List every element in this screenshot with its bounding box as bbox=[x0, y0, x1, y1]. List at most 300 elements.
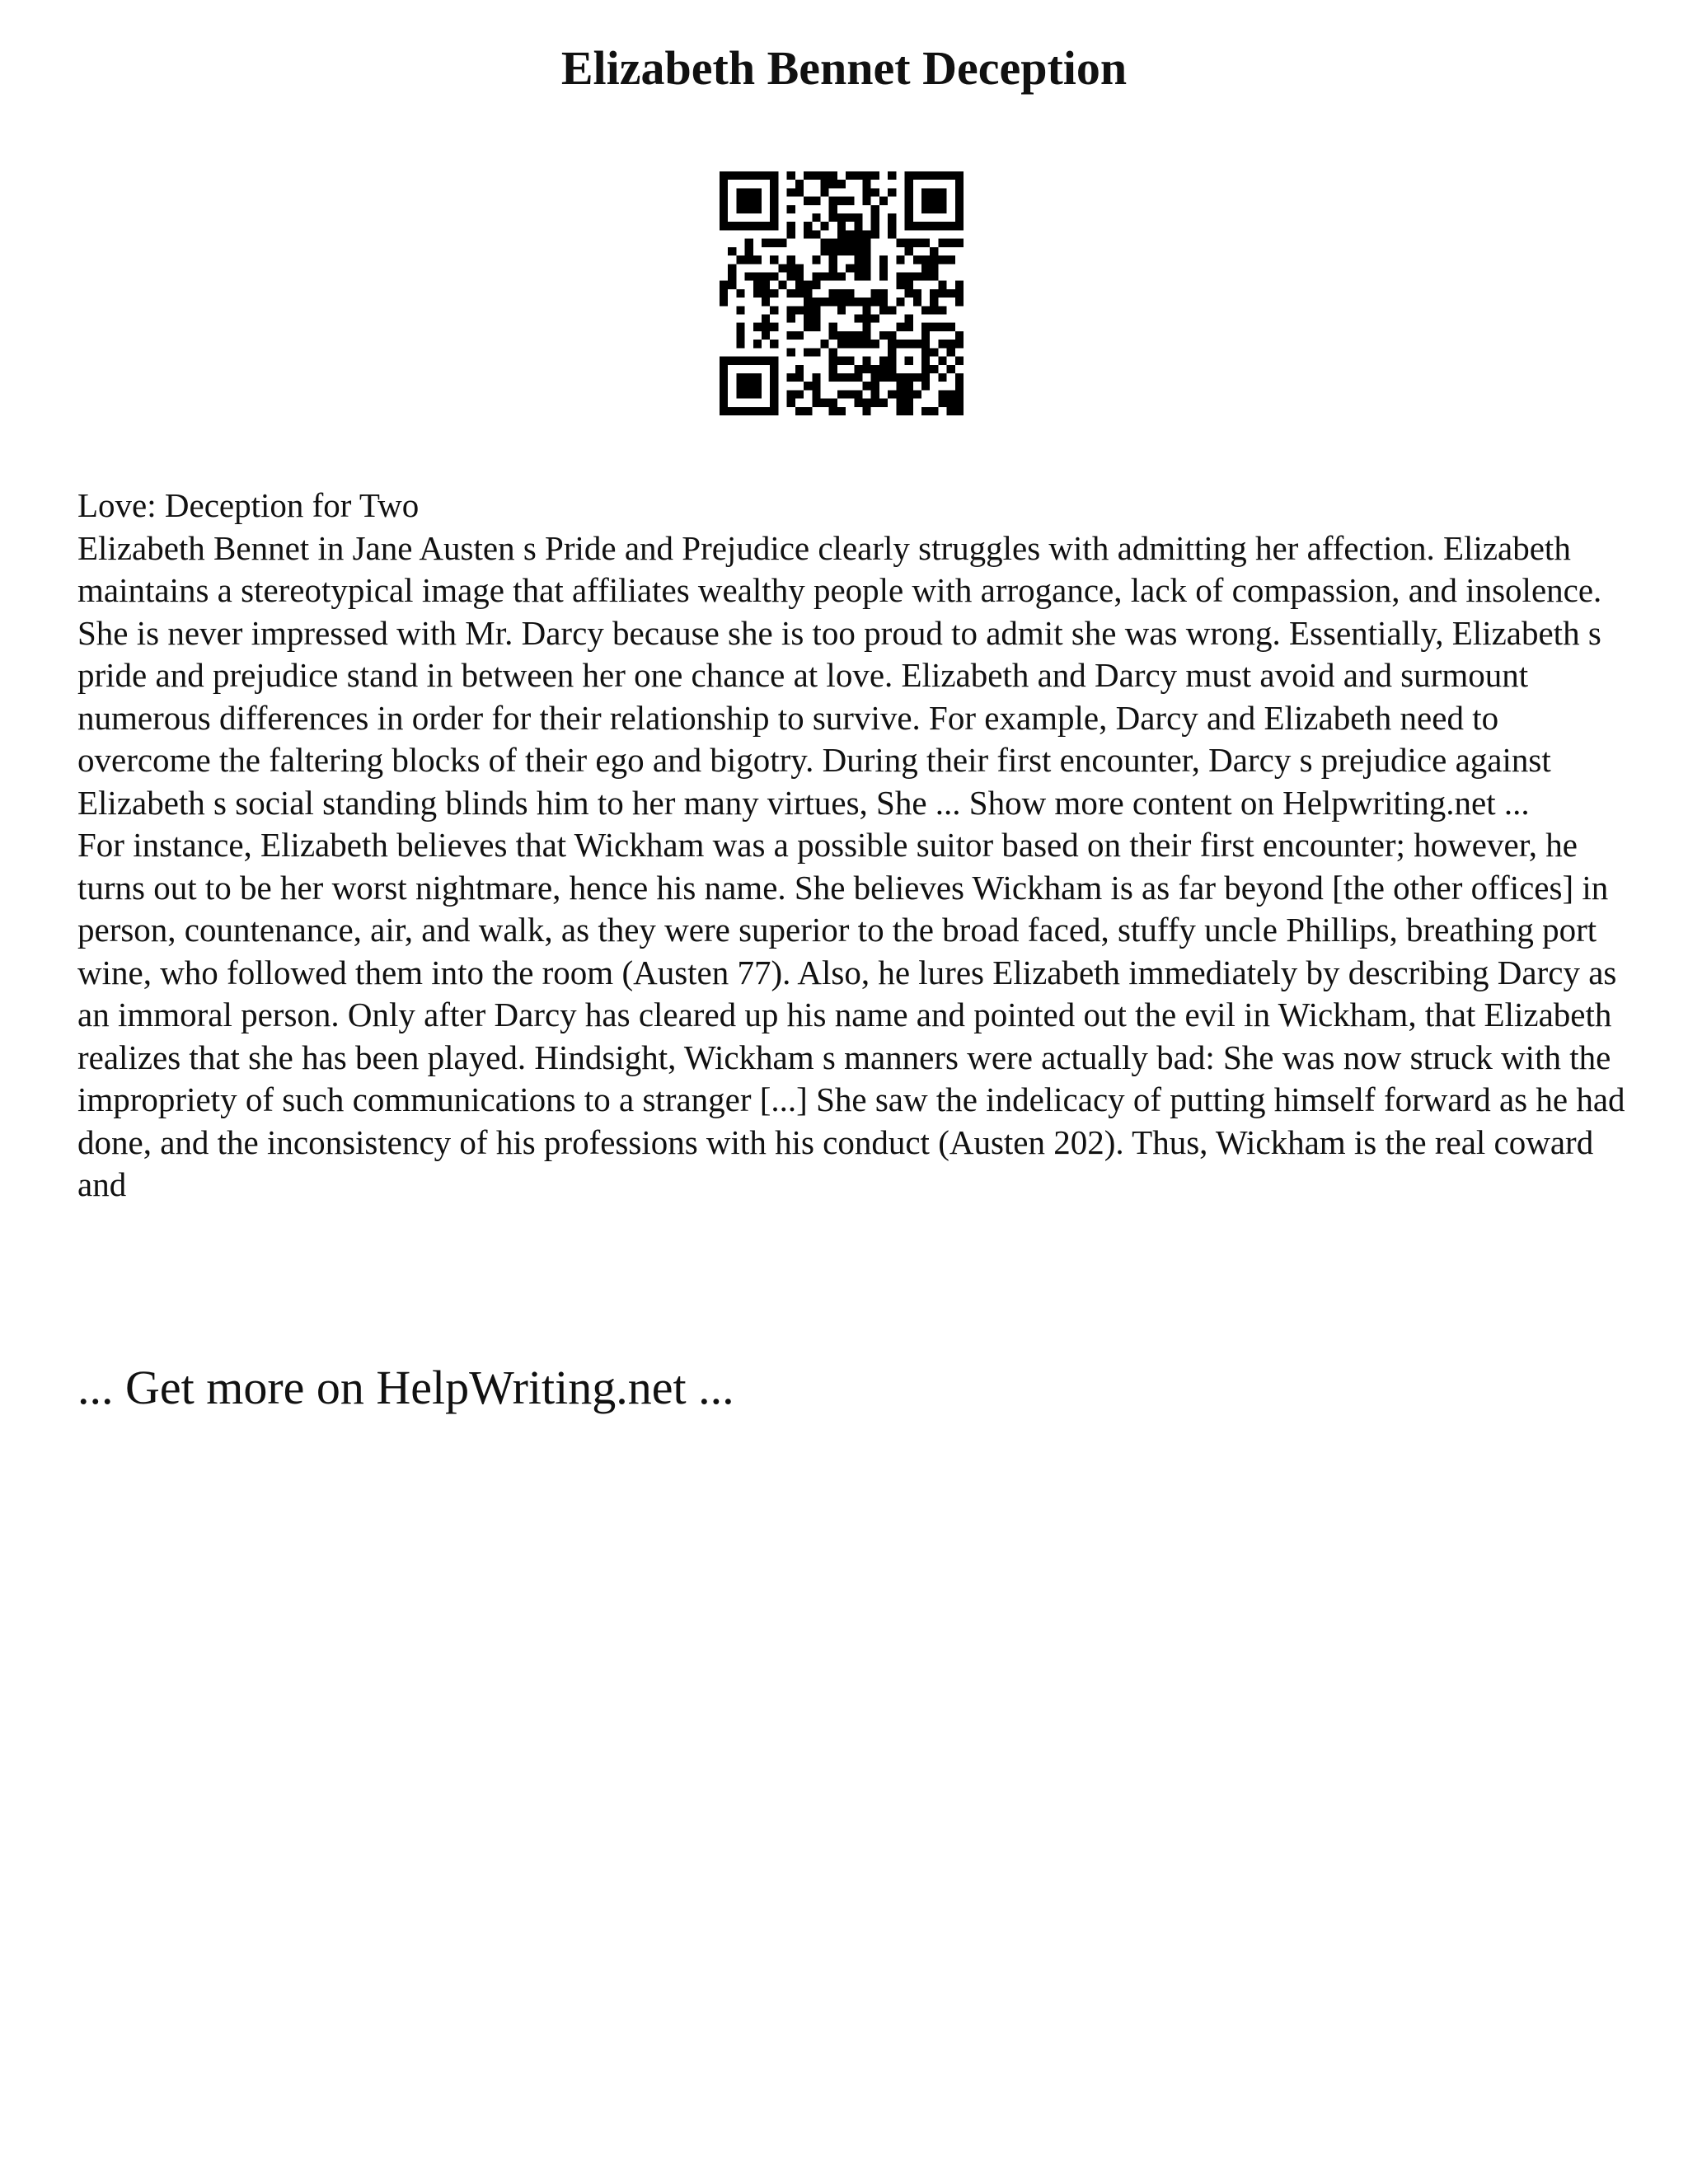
qr-module bbox=[879, 365, 888, 373]
qr-module bbox=[829, 264, 837, 272]
qr-module bbox=[947, 365, 955, 373]
qr-module bbox=[930, 289, 938, 298]
qr-module bbox=[829, 180, 837, 188]
qr-module bbox=[955, 331, 964, 340]
qr-module bbox=[938, 390, 946, 398]
qr-module bbox=[896, 399, 904, 407]
qr-module bbox=[905, 205, 913, 213]
qr-module bbox=[745, 239, 753, 247]
qr-module bbox=[812, 171, 820, 180]
qr-module bbox=[736, 331, 744, 340]
qr-module bbox=[854, 315, 862, 323]
qr-module bbox=[905, 197, 913, 205]
qr-module bbox=[736, 373, 744, 382]
qr-module bbox=[837, 230, 846, 238]
qr-module bbox=[888, 365, 896, 373]
qr-module bbox=[837, 331, 846, 340]
qr-module bbox=[762, 222, 770, 230]
qr-module bbox=[905, 247, 913, 255]
qr-module bbox=[770, 390, 778, 398]
qr-module bbox=[905, 315, 913, 323]
qr-module bbox=[863, 239, 871, 247]
qr-module bbox=[812, 390, 820, 398]
qr-module bbox=[753, 255, 762, 264]
qr-module bbox=[829, 399, 837, 407]
qr-module bbox=[829, 239, 837, 247]
qr-module bbox=[879, 197, 888, 205]
qr-module bbox=[846, 390, 854, 398]
qr-module bbox=[871, 373, 879, 382]
qr-module bbox=[736, 188, 744, 196]
qr-module bbox=[745, 272, 753, 280]
qr-module bbox=[905, 213, 913, 222]
qr-module bbox=[921, 264, 930, 272]
qr-module bbox=[955, 188, 964, 196]
qr-module bbox=[745, 205, 753, 213]
qr-module bbox=[863, 382, 871, 390]
qr-module bbox=[787, 272, 795, 280]
qr-module bbox=[921, 323, 930, 331]
qr-module bbox=[879, 331, 888, 340]
qr-module bbox=[955, 213, 964, 222]
qr-module bbox=[905, 239, 913, 247]
qr-module bbox=[846, 171, 854, 180]
essay-paragraph-2: For instance, Elizabeth believes that Wickham was a possible suitor based on their first encounter; however, he turns out to be her worst nightmare, hence his name. She believes Wickham is as far beyond [the other offices] in person, countenance, air, and walk, as they were superior to the broad faced, stuffy uncle Phillips, breathing port wine, who followed them into the room (Austen 77). Also, he lures Elizabeth immediately by describing Darcy as an immoral person. Only after Darcy has cleared up his name and pointed out the evil in Wickham, that Elizabeth realizes that she has been played. Hindsight, Wickham s manners were actually bad: She was now struck with the impropriety of such communications to a stranger [...] She saw the indelicacy of putting himself forward as he had done, and the inconsistency of his professions with his conduct (Austen 202). Thus, Wickham is the real coward and bbox=[77, 826, 1625, 1203]
qr-module bbox=[947, 340, 955, 348]
qr-module bbox=[955, 357, 964, 365]
qr-module bbox=[720, 222, 728, 230]
qr-module bbox=[930, 323, 938, 331]
qr-module bbox=[787, 315, 795, 323]
qr-module bbox=[854, 239, 862, 247]
qr-module bbox=[871, 230, 879, 238]
qr-module bbox=[812, 255, 820, 264]
qr-module bbox=[829, 357, 837, 365]
qr-module bbox=[863, 407, 871, 415]
qr-module bbox=[955, 298, 964, 306]
qr-module bbox=[846, 239, 854, 247]
qr-module bbox=[720, 213, 728, 222]
qr-module bbox=[745, 357, 753, 365]
qr-module bbox=[846, 197, 854, 205]
qr-module bbox=[820, 399, 828, 407]
qr-module bbox=[846, 331, 854, 340]
qr-module bbox=[804, 407, 812, 415]
qr-module bbox=[770, 373, 778, 382]
qr-module bbox=[762, 315, 770, 323]
qr-module bbox=[938, 399, 946, 407]
qr-module bbox=[879, 373, 888, 382]
qr-module bbox=[921, 365, 930, 373]
qr-module bbox=[728, 171, 736, 180]
qr-module bbox=[955, 239, 964, 247]
qr-module bbox=[955, 289, 964, 298]
qr-module bbox=[812, 373, 820, 382]
qr-module bbox=[812, 348, 820, 356]
qr-module bbox=[804, 323, 812, 331]
qr-module bbox=[938, 340, 946, 348]
qr-module bbox=[879, 306, 888, 314]
qr-module bbox=[955, 205, 964, 213]
qr-module bbox=[720, 373, 728, 382]
qr-module bbox=[829, 255, 837, 264]
qr-module bbox=[863, 306, 871, 314]
qr-module bbox=[921, 205, 930, 213]
qr-module bbox=[837, 357, 846, 365]
qr-module bbox=[795, 390, 804, 398]
qr-module bbox=[804, 289, 812, 298]
qr-module bbox=[846, 340, 854, 348]
qr-module bbox=[896, 390, 904, 398]
qr-module bbox=[863, 180, 871, 188]
qr-module bbox=[753, 357, 762, 365]
qr-module bbox=[930, 188, 938, 196]
qr-module bbox=[863, 298, 871, 306]
qr-module bbox=[938, 205, 946, 213]
qr-module bbox=[846, 357, 854, 365]
qr-module bbox=[753, 188, 762, 196]
qr-module bbox=[913, 289, 921, 298]
qr-module bbox=[820, 188, 828, 196]
qr-module bbox=[921, 306, 930, 314]
qr-module bbox=[854, 230, 862, 238]
qr-module bbox=[930, 247, 938, 255]
qr-module bbox=[871, 298, 879, 306]
qr-module bbox=[863, 357, 871, 365]
qr-module bbox=[837, 239, 846, 247]
qr-module bbox=[854, 298, 862, 306]
qr-module bbox=[930, 264, 938, 272]
qr-module bbox=[871, 205, 879, 213]
qr-module bbox=[879, 399, 888, 407]
qr-module bbox=[871, 188, 879, 196]
qr-module bbox=[820, 222, 828, 230]
qr-module bbox=[736, 407, 744, 415]
qr-module bbox=[787, 188, 795, 196]
essay-paragraph-1: Elizabeth Bennet in Jane Austen s Pride and Prejudice clearly struggles with admitting her affection. Elizabeth maintains a stereotypical image that affiliates wealthy people with arrogance, lack of compassion, and insolence. She is never impressed with Mr. Darcy because she is too proud to admit she was wrong. Essentially, Elizabeth s pride and prejudice stand in between her one chance at love. Elizabeth and Darcy must avoid and surmount numerous differences in order for their relationship to survive. For example, Darcy and Elizabeth need to overcome the faltering blocks of their ego and bigotry. During their first encounter, Darcy s prejudice against Elizabeth s social standing blinds him to her many virtues, She ... Show more content on Helpwriting.net ... bbox=[77, 528, 1602, 822]
qr-module bbox=[804, 306, 812, 314]
qr-module bbox=[770, 382, 778, 390]
qr-module bbox=[736, 171, 744, 180]
qr-module bbox=[905, 407, 913, 415]
qr-module bbox=[770, 171, 778, 180]
qr-module bbox=[753, 272, 762, 280]
qr-module bbox=[930, 306, 938, 314]
qr-module bbox=[888, 213, 896, 222]
qr-module bbox=[770, 205, 778, 213]
qr-module bbox=[795, 373, 804, 382]
qr-module bbox=[837, 390, 846, 398]
qr-module bbox=[812, 323, 820, 331]
qr-module bbox=[762, 298, 770, 306]
qr-module bbox=[804, 298, 812, 306]
qr-module bbox=[762, 323, 770, 331]
qr-module bbox=[863, 399, 871, 407]
qr-module bbox=[955, 197, 964, 205]
qr-module bbox=[736, 255, 744, 264]
qr-module bbox=[787, 255, 795, 264]
qr-module bbox=[837, 180, 846, 188]
qr-module bbox=[837, 213, 846, 222]
qr-module bbox=[879, 255, 888, 264]
qr-module bbox=[888, 348, 896, 356]
qr-module bbox=[921, 382, 930, 390]
qr-module bbox=[921, 171, 930, 180]
qr-module bbox=[913, 272, 921, 280]
qr-module bbox=[720, 399, 728, 407]
qr-module bbox=[812, 213, 820, 222]
qr-module bbox=[921, 331, 930, 340]
qr-module bbox=[854, 255, 862, 264]
qr-module bbox=[879, 264, 888, 272]
qr-module bbox=[770, 239, 778, 247]
qr-module bbox=[736, 197, 744, 205]
qr-module bbox=[888, 373, 896, 382]
qr-module bbox=[930, 197, 938, 205]
get-more-link[interactable]: ... Get more on HelpWriting.net ... bbox=[77, 1361, 734, 1414]
qr-module bbox=[888, 188, 896, 196]
qr-module bbox=[736, 357, 744, 365]
qr-module bbox=[921, 357, 930, 365]
qr-module bbox=[938, 188, 946, 196]
qr-module bbox=[871, 340, 879, 348]
qr-module bbox=[930, 272, 938, 280]
qr-module bbox=[829, 323, 837, 331]
qr-module bbox=[930, 171, 938, 180]
qr-module bbox=[762, 239, 770, 247]
qr-module bbox=[913, 390, 921, 398]
qr-module bbox=[829, 247, 837, 255]
qr-module bbox=[863, 255, 871, 264]
qr-module bbox=[896, 298, 904, 306]
qr-module bbox=[745, 390, 753, 398]
qr-module bbox=[905, 180, 913, 188]
qr-module bbox=[728, 264, 736, 272]
qr-module bbox=[728, 281, 736, 289]
qr-module bbox=[787, 171, 795, 180]
qr-module bbox=[854, 272, 862, 280]
qr-module bbox=[947, 390, 955, 398]
qr-module bbox=[720, 357, 728, 365]
qr-module bbox=[921, 348, 930, 356]
qr-module bbox=[728, 357, 736, 365]
qr-module bbox=[745, 171, 753, 180]
qr-module bbox=[863, 315, 871, 323]
qr-module bbox=[955, 399, 964, 407]
qr-module bbox=[837, 289, 846, 298]
qr-module bbox=[938, 323, 946, 331]
qr-module bbox=[770, 197, 778, 205]
qr-module bbox=[871, 365, 879, 373]
qr-module bbox=[905, 272, 913, 280]
qr-module bbox=[947, 348, 955, 356]
qr-module bbox=[820, 239, 828, 247]
qr-module bbox=[753, 171, 762, 180]
qr-module bbox=[846, 298, 854, 306]
qr-module bbox=[787, 306, 795, 314]
qr-module bbox=[888, 171, 896, 180]
qr-module bbox=[812, 230, 820, 238]
qr-module bbox=[787, 222, 795, 230]
qr-module bbox=[905, 281, 913, 289]
qr-module bbox=[812, 298, 820, 306]
qr-module bbox=[888, 222, 896, 230]
qr-module bbox=[888, 390, 896, 398]
qr-module bbox=[812, 272, 820, 280]
qr-module bbox=[846, 247, 854, 255]
qr-module bbox=[820, 340, 828, 348]
qr-module bbox=[829, 365, 837, 373]
qr-module bbox=[896, 382, 904, 390]
qr-module bbox=[762, 171, 770, 180]
qr-module bbox=[955, 382, 964, 390]
qr-module bbox=[745, 373, 753, 382]
qr-module bbox=[921, 222, 930, 230]
qr-module bbox=[770, 222, 778, 230]
qr-module bbox=[947, 407, 955, 415]
qr-module bbox=[804, 222, 812, 230]
qr-module bbox=[745, 407, 753, 415]
qr-module bbox=[863, 197, 871, 205]
qr-module bbox=[930, 255, 938, 264]
qr-module bbox=[837, 197, 846, 205]
qr-module bbox=[720, 390, 728, 398]
qr-module bbox=[820, 247, 828, 255]
qr-module bbox=[820, 298, 828, 306]
qr-module bbox=[804, 348, 812, 356]
qr-module bbox=[837, 298, 846, 306]
qr-module bbox=[896, 407, 904, 415]
qr-module bbox=[736, 205, 744, 213]
qr-module bbox=[728, 407, 736, 415]
qr-module bbox=[938, 373, 946, 382]
qr-module bbox=[720, 407, 728, 415]
qr-module bbox=[837, 306, 846, 314]
qr-module bbox=[795, 289, 804, 298]
qr-module bbox=[736, 222, 744, 230]
qr-module bbox=[753, 323, 762, 331]
qr-module bbox=[947, 289, 955, 298]
qr-module bbox=[854, 365, 862, 373]
qr-module bbox=[728, 222, 736, 230]
qr-module bbox=[753, 205, 762, 213]
qr-module bbox=[905, 340, 913, 348]
qr-module bbox=[829, 213, 837, 222]
qr-module bbox=[938, 171, 946, 180]
qr-module bbox=[829, 373, 837, 382]
qr-module bbox=[871, 222, 879, 230]
qr-module bbox=[837, 373, 846, 382]
qr-module bbox=[896, 239, 904, 247]
qr-module bbox=[720, 205, 728, 213]
qr-module bbox=[762, 357, 770, 365]
qr-module bbox=[829, 272, 837, 280]
qr-module bbox=[804, 197, 812, 205]
qr-module bbox=[846, 264, 854, 272]
qr-module bbox=[888, 357, 896, 365]
qr-module bbox=[778, 239, 786, 247]
qr-module bbox=[913, 373, 921, 382]
qr-module bbox=[837, 407, 846, 415]
qr-module bbox=[863, 331, 871, 340]
qr-module bbox=[888, 331, 896, 340]
qr-module bbox=[770, 340, 778, 348]
qr-module bbox=[955, 407, 964, 415]
qr-module bbox=[913, 340, 921, 348]
qr-module bbox=[720, 289, 728, 298]
qr-module bbox=[829, 205, 837, 213]
essay-body bbox=[77, 485, 1627, 1207]
qr-module bbox=[947, 222, 955, 230]
qr-module bbox=[871, 382, 879, 390]
qr-module bbox=[930, 365, 938, 373]
qr-module bbox=[770, 188, 778, 196]
qr-module bbox=[879, 357, 888, 365]
qr-module bbox=[787, 264, 795, 272]
qr-module bbox=[762, 281, 770, 289]
qr-module bbox=[846, 230, 854, 238]
qr-module bbox=[947, 171, 955, 180]
qr-module bbox=[720, 281, 728, 289]
qr-module bbox=[905, 323, 913, 331]
qr-module bbox=[795, 180, 804, 188]
qr-module bbox=[829, 298, 837, 306]
qr-module bbox=[770, 255, 778, 264]
qr-module bbox=[930, 205, 938, 213]
qr-module bbox=[871, 390, 879, 398]
qr-module bbox=[770, 407, 778, 415]
qr-module bbox=[947, 323, 955, 331]
qr-module bbox=[787, 348, 795, 356]
qr-module bbox=[795, 264, 804, 272]
qr-module bbox=[745, 382, 753, 390]
qr-module bbox=[888, 230, 896, 238]
qr-module bbox=[728, 247, 736, 255]
qr-module bbox=[804, 230, 812, 238]
qr-module bbox=[921, 373, 930, 382]
qr-module bbox=[863, 188, 871, 196]
qr-module bbox=[955, 171, 964, 180]
qr-module bbox=[753, 407, 762, 415]
qr-module bbox=[938, 222, 946, 230]
qr-module bbox=[770, 180, 778, 188]
qr-module bbox=[753, 289, 762, 298]
qr-module bbox=[795, 306, 804, 314]
qr-module bbox=[812, 315, 820, 323]
qr-module bbox=[871, 315, 879, 323]
qr-module bbox=[938, 197, 946, 205]
qr-module bbox=[720, 382, 728, 390]
qr-module bbox=[753, 340, 762, 348]
qr-module bbox=[770, 399, 778, 407]
qr-module bbox=[795, 281, 804, 289]
qr-module bbox=[753, 390, 762, 398]
qr-module bbox=[753, 281, 762, 289]
qr-module bbox=[787, 205, 795, 213]
qr-module bbox=[896, 272, 904, 280]
qr-module bbox=[871, 289, 879, 298]
qr-module bbox=[795, 272, 804, 280]
qr-module bbox=[947, 399, 955, 407]
qr-module bbox=[871, 213, 879, 222]
qr-module bbox=[921, 272, 930, 280]
qr-module bbox=[863, 365, 871, 373]
qr-module bbox=[837, 222, 846, 230]
qr-module bbox=[921, 188, 930, 196]
qr-module bbox=[846, 213, 854, 222]
qr-module bbox=[854, 247, 862, 255]
page-title: Elizabeth Bennet Deception bbox=[560, 41, 1128, 95]
